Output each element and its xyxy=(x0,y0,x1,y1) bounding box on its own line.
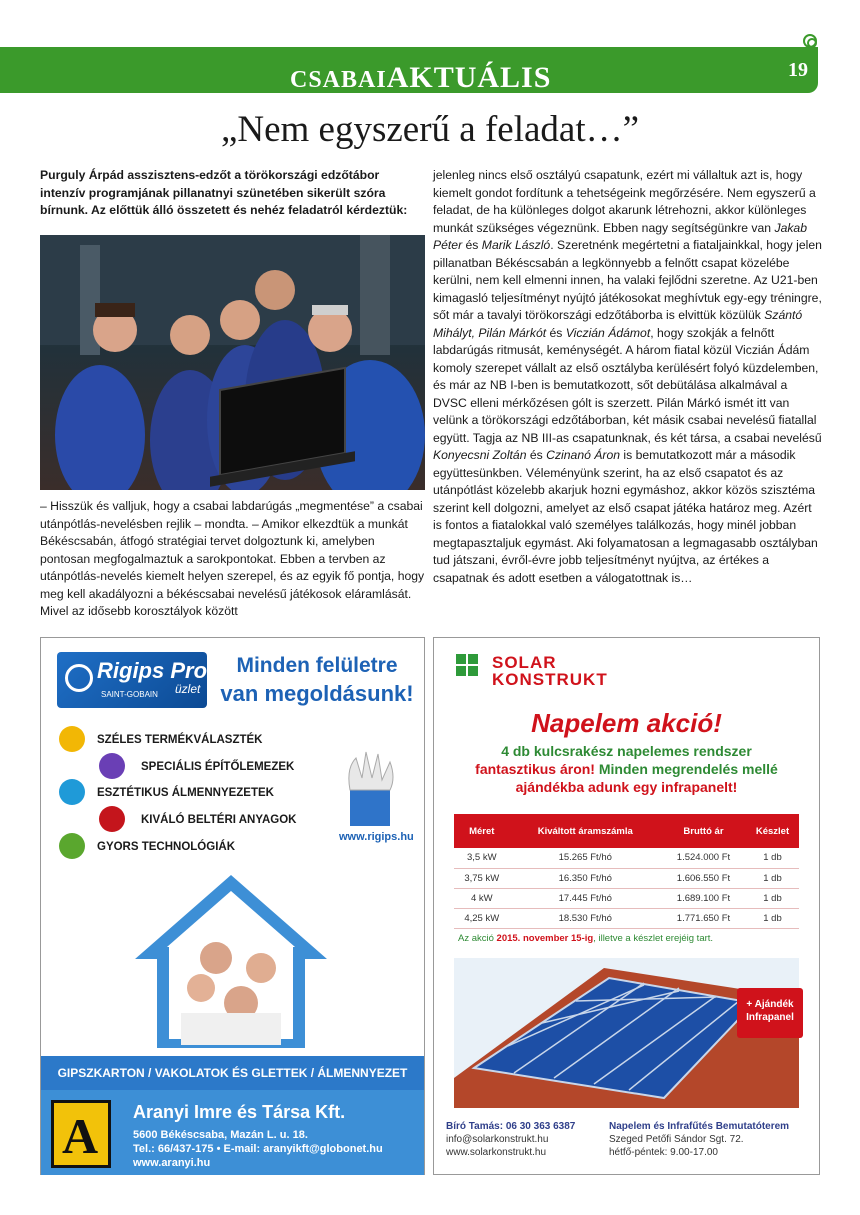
rigips-advertisement[interactable] xyxy=(40,637,425,1175)
person-name: Czinanó Áron xyxy=(546,448,621,462)
glove-icon xyxy=(336,748,406,828)
logo-square-icon xyxy=(468,654,478,664)
rigips-url-link[interactable]: www.rigips.hu xyxy=(339,831,414,843)
feature-item: GYORS TECHNOLÓGIÁK xyxy=(97,841,236,853)
table-header-row xyxy=(454,814,799,848)
ceiling-icon xyxy=(59,779,85,805)
logo-square-icon xyxy=(468,666,478,676)
feature-item: SPECIÁLIS ÉPÍTŐLEMEZEK xyxy=(141,761,295,773)
solar-contact: Bíró Tamás: 06 30 363 6387 info@solarkonstrukt.hu www.solarkonstrukt.hu xyxy=(446,1121,576,1158)
article-title: „Nem egyszerű a feladat…” xyxy=(220,109,640,150)
team-photo xyxy=(40,235,425,490)
person-name: Jakab Péter xyxy=(433,220,807,252)
aranyi-logo: A xyxy=(51,1100,111,1168)
team-photo-illustration xyxy=(40,235,425,490)
column-header: Kiváltott áramszámla xyxy=(510,814,661,848)
solar-subheadline: ajándékba adunk egy infrapanelt! xyxy=(515,779,738,795)
solar-showroom: Napelem és Infrafűtés Bemutatóterem Szeged Petőfi Sándor Sgt. 72. hétfő-péntek: 9.00-17.00 xyxy=(609,1121,790,1158)
article-left-body: – Hisszük és valljuk, hogy a csabai labdarúgás „megmentése” a csabai utánpótlás-nevelésben rejlik – mondta. – Amikor elkezdtük a munkát Békéscsabán, átfogó stratégiai tervet dolgoztunk ki, amelyben pontosan megfogalmaztuk a sarokpontokat. Ebben a tervben az utánpótlás-nevelés kiemelt helyen szerepel, és az egyik fő pontja, hogy meg kell akadályozni a békéscsabai nevelésű játékosok eláramlását. Mivel az idősebb korosztályok között xyxy=(40,499,425,618)
rigips-header xyxy=(49,646,416,714)
aranyi-web-link[interactable]: www.aranyi.hu xyxy=(133,1157,211,1169)
solar-subheadline: fantasztikus áron! Minden megrendelés mellé xyxy=(475,761,778,777)
house-icon xyxy=(99,806,125,832)
aranyi-contact-info: 5600 Békéscsaba, Mazán L. u. 18. Tel.: 66/437-175 • E-mail: aranyikft@globonet.hu www.aranyi.hu xyxy=(133,1129,383,1169)
feature-item: ESZTÉTIKUS ÁLMENNYEZETEK xyxy=(97,787,274,799)
globe-icon xyxy=(65,664,93,692)
solar-web-link[interactable]: www.solarkonstrukt.hu xyxy=(446,1147,547,1158)
logo-square-icon xyxy=(456,654,466,664)
page-number: 19 xyxy=(788,59,808,81)
wave-icon xyxy=(99,753,125,779)
table-row: 4,25 kW 18.530 Ft/hó 1.771.650 Ft 1 db xyxy=(454,908,799,928)
person-name: Viczián Ádámot xyxy=(565,325,651,340)
thumbs-up-icon xyxy=(59,726,85,752)
solar-email-link[interactable]: info@solarkonstrukt.hu xyxy=(446,1134,549,1145)
article-intro: Purguly Árpád asszisztens-edzőt a törökországi edzőtábor intenzív programjának pillanatnyi szünetében sikerült szóra bírnunk. Az előttük álló összetett és nehéz feladatról kérdeztük: xyxy=(40,168,408,217)
person-name: Konyecsni Zoltán xyxy=(433,448,527,462)
rigips-products-band: GIPSZKARTON / VAKOLATOK ÉS GLETTEK / ÁLMENNYEZET xyxy=(41,1056,424,1090)
aranyi-company-name: Aranyi Imre és Társa Kft. xyxy=(133,1102,346,1122)
clock-icon xyxy=(59,833,85,859)
solar-subheadline: 4 db kulcsrakész napelemes rendszer xyxy=(501,743,752,759)
section-header xyxy=(0,47,818,93)
person-name: Szántó Mihályt, Pilán Márkót xyxy=(433,308,803,340)
gift-badge: + Ajándék Infrapanel xyxy=(737,988,803,1038)
logo-square-icon xyxy=(456,666,466,676)
section-logo: CSABAIAKTUÁLIS xyxy=(290,61,552,94)
rigips-logo: Rigips Pro SAINT-GOBAIN üzlet xyxy=(57,652,207,708)
solar-headline: Napelem akció! xyxy=(531,708,722,738)
feature-item: KIVÁLÓ BELTÉRI ANYAGOK xyxy=(141,814,297,826)
feature-item: SZÉLES TERMÉKVÁLASZTÉK xyxy=(97,734,263,746)
price-table xyxy=(454,814,799,929)
aranyi-dealer-block xyxy=(41,1090,424,1175)
person-name: Marik László xyxy=(481,238,551,252)
corner-logo-icon xyxy=(803,34,817,48)
offer-validity-note: Az akció 2015. november 15-ig, illetve a készlet erejéig tart. xyxy=(458,933,714,944)
rigips-slogan: Minden felületre van megoldásunk! xyxy=(220,654,414,706)
family-house-illustration xyxy=(131,873,331,1048)
article-right-body: jelenleg nincs első osztályú csapatunk, ezért mi vállaltuk azt is, hogy kiemelt gondot fordítunk a tehetségeink megőrzésére. Nem egyszerű a feladat, de ha különleges dolgot akarunk létrehozni, akkor különleges munkát szükséges végeznünk. Ebben nagy segítségünkre van Jakab Péter és Marik László. Szeretnénk megértetni a fiataljainkkal, hogy jelen pillanatban Békéscsabán a legkönnyebb a felnőtt csapat közelébe kerülni, nem kell elmenni innen, ha valaki fejlődni szeretne. Az U21-ben kimagasló teljesítményt nyújtó játékosokat meghívtuk egy-egy tréningre, sőt már a tavalyi törökországi edzőtáborba is elvittük közülük Szántó Mihályt, Pilán Márkót és Viczián Ádámot, hogy szokják a felnőtt labdarúgás ritmusát, keménységét. A három fiatal közül Viczián Ádám komoly szerepet vállalt az első osztályba kerülésért folyó küzdelemben, és már az NB I-ben is bemutatkozott, sőt debütálása alkalmával a DVSC elleni mérkőzésen gólt is szerzett. Pilán Márkó ismét itt van velünk a törökországi edzőtáborban, két másik csabai nevelésű fiatallal együtt. Tagja az NB III-as csapatunknak, és két társa, a csabai nevelésű Konyecsni Zoltán és Czinanó Áron is bemutatkozott már a második együttesünkben. Véleményünk szerint, ha az első csapatot és az utánpótlást közelebb akarjuk hozni egymáshoz, akkor közös szisztéma szerint kell dolgozni, amelyet az első csapat játéka határoz meg. Azért is fontos a fiatalokkal való személyes találkozás, hogy minél jobban megtapasztaljuk egymást. Aki folyamatosan a legmagasabb osztályban tud játszani, évről-évre jobb teljesítményt nyújtva, az értékes a csapatnak és adott esetben a válogatottnak is… xyxy=(433,168,822,585)
column-header: Készlet xyxy=(746,814,799,848)
table-row: 3,75 kW 16.350 Ft/hó 1.606.550 Ft 1 db xyxy=(454,868,799,888)
column-header: Bruttó ár xyxy=(661,814,746,848)
table-row: 4 kW 17.445 Ft/hó 1.689.100 Ft 1 db xyxy=(454,888,799,908)
solar-konstrukt-advertisement[interactable]: SOLAR KONSTRUKT Napelem akció! 4 db kulcsrakész napelemes rendszer fantasztikus áron! Minden megrendelés mellé ajándékba adunk egy infrapanelt! Méret Kiváltott áramszámla Bruttó ár Készlet 3,5 kW 15.265 Ft/hó 1.524.000 Ft 1 db 3,75 kW 16.350 Ft/hó 1.606.550 Ft 1 db 4 kW 17.445 Ft/hó 1.689.100 Ft 1 db 4,25 kW 18.530 Ft/hó 1.771.650 Ft 1 db Az akció 2015. november 15-ig, illetve a készlet erejéig tart. + Ajándék Infrapanel Bíró Tamás: 06 30 363 6387 info@solarkonstrukt.hu www.solarkonstrukt.hu Napelem és Infrafűtés Bemutatóterem Szeged Petőfi Sándor Sgt. 72. hétfő-péntek: 9.00-17.00 xyxy=(433,637,820,1175)
column-header: Méret xyxy=(454,814,510,848)
table-row: 3,5 kW 15.265 Ft/hó 1.524.000 Ft 1 db xyxy=(454,848,799,868)
